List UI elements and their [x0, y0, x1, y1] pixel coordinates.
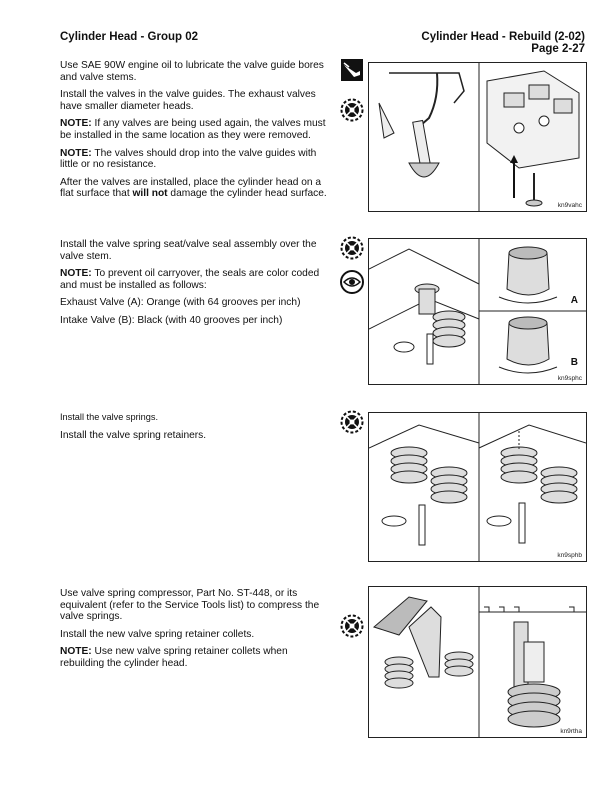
note-text: To prevent oil carryover, the seals are color coded and must be installed as follows: — [60, 268, 320, 291]
page-number: Page 2-27 — [531, 43, 585, 55]
paragraph: Install the valve spring retainers. — [60, 429, 207, 441]
paragraph: Install the valve springs. — [60, 412, 159, 422]
note-label: NOTE: — [60, 268, 92, 280]
note-label: NOTE: — [60, 646, 92, 658]
wrench-gear-icon — [340, 614, 364, 638]
oil-can-icon — [340, 58, 364, 82]
paragraph-text: After the valves are installed, place the cylinder head on a flat surface that — [60, 176, 322, 200]
figure-id: kn9vahc — [557, 202, 582, 209]
note-text: The valves should drop into the valve guides with little or no resistance. — [60, 147, 317, 171]
note — [60, 148, 332, 171]
section-spring-compressor — [60, 588, 332, 676]
figure-spring-compressor — [368, 586, 587, 738]
page-header-left: Cylinder Head - Group 02 — [60, 31, 199, 43]
callout-b: B — [570, 357, 578, 368]
paragraph: Use SAE 90W engine oil to lubricate the valve guide bores and valve stems. — [60, 60, 324, 83]
wrench-gear-icon — [340, 98, 364, 122]
note-label: NOTE: — [60, 147, 92, 159]
note — [60, 646, 332, 669]
wrench-gear-icon — [340, 236, 364, 260]
note-text: If any valves are being used again, the valves must be installed in the same location as they were removed. — [60, 118, 326, 141]
paragraph: Exhaust Valve (A): Orange (with 64 grooves per inch) — [60, 297, 301, 309]
paragraph: Install the valve spring seat/valve seal assembly over the valve stem. — [60, 239, 317, 262]
note — [60, 118, 332, 141]
figure-id: kn9rtha — [560, 728, 582, 735]
section-valve-seal — [60, 239, 332, 333]
emphasis: will not — [132, 188, 168, 200]
figure-id: kn9sphb — [557, 552, 582, 559]
paragraph: Use valve spring compressor, Part No. ST-448, or its equivalent (refer to the Service Tools list) to compress the valve springs. — [60, 588, 320, 623]
figure-lubricate-valve — [368, 62, 587, 212]
note-text: Use new valve spring retainer collets when rebuilding the cylinder head. — [60, 646, 288, 669]
figure-id: kn9sphc — [557, 375, 582, 382]
page-header-right — [421, 31, 585, 55]
note-label: NOTE: — [60, 118, 92, 130]
paragraph-text: damage the cylinder head surface. — [167, 188, 327, 200]
figure-valve-springs — [368, 412, 587, 562]
paragraph: Install the valves in the valve guides. The exhaust valves have smaller diameter heads. — [60, 89, 316, 112]
paragraph: Install the new valve spring retainer collets. — [60, 628, 255, 640]
section-valve-springs — [60, 412, 332, 447]
paragraph: Intake Valve (B): Black (with 40 grooves per inch) — [60, 314, 283, 326]
note — [60, 268, 332, 291]
paragraph — [60, 177, 332, 200]
wrench-gear-icon — [340, 410, 364, 434]
callout-a: A — [570, 295, 578, 306]
section-lubricate-install-valves — [60, 60, 332, 206]
eye-icon — [340, 270, 364, 294]
section-title: Cylinder Head - Rebuild (2-02) — [421, 31, 585, 43]
figure-valve-seal — [368, 238, 587, 385]
